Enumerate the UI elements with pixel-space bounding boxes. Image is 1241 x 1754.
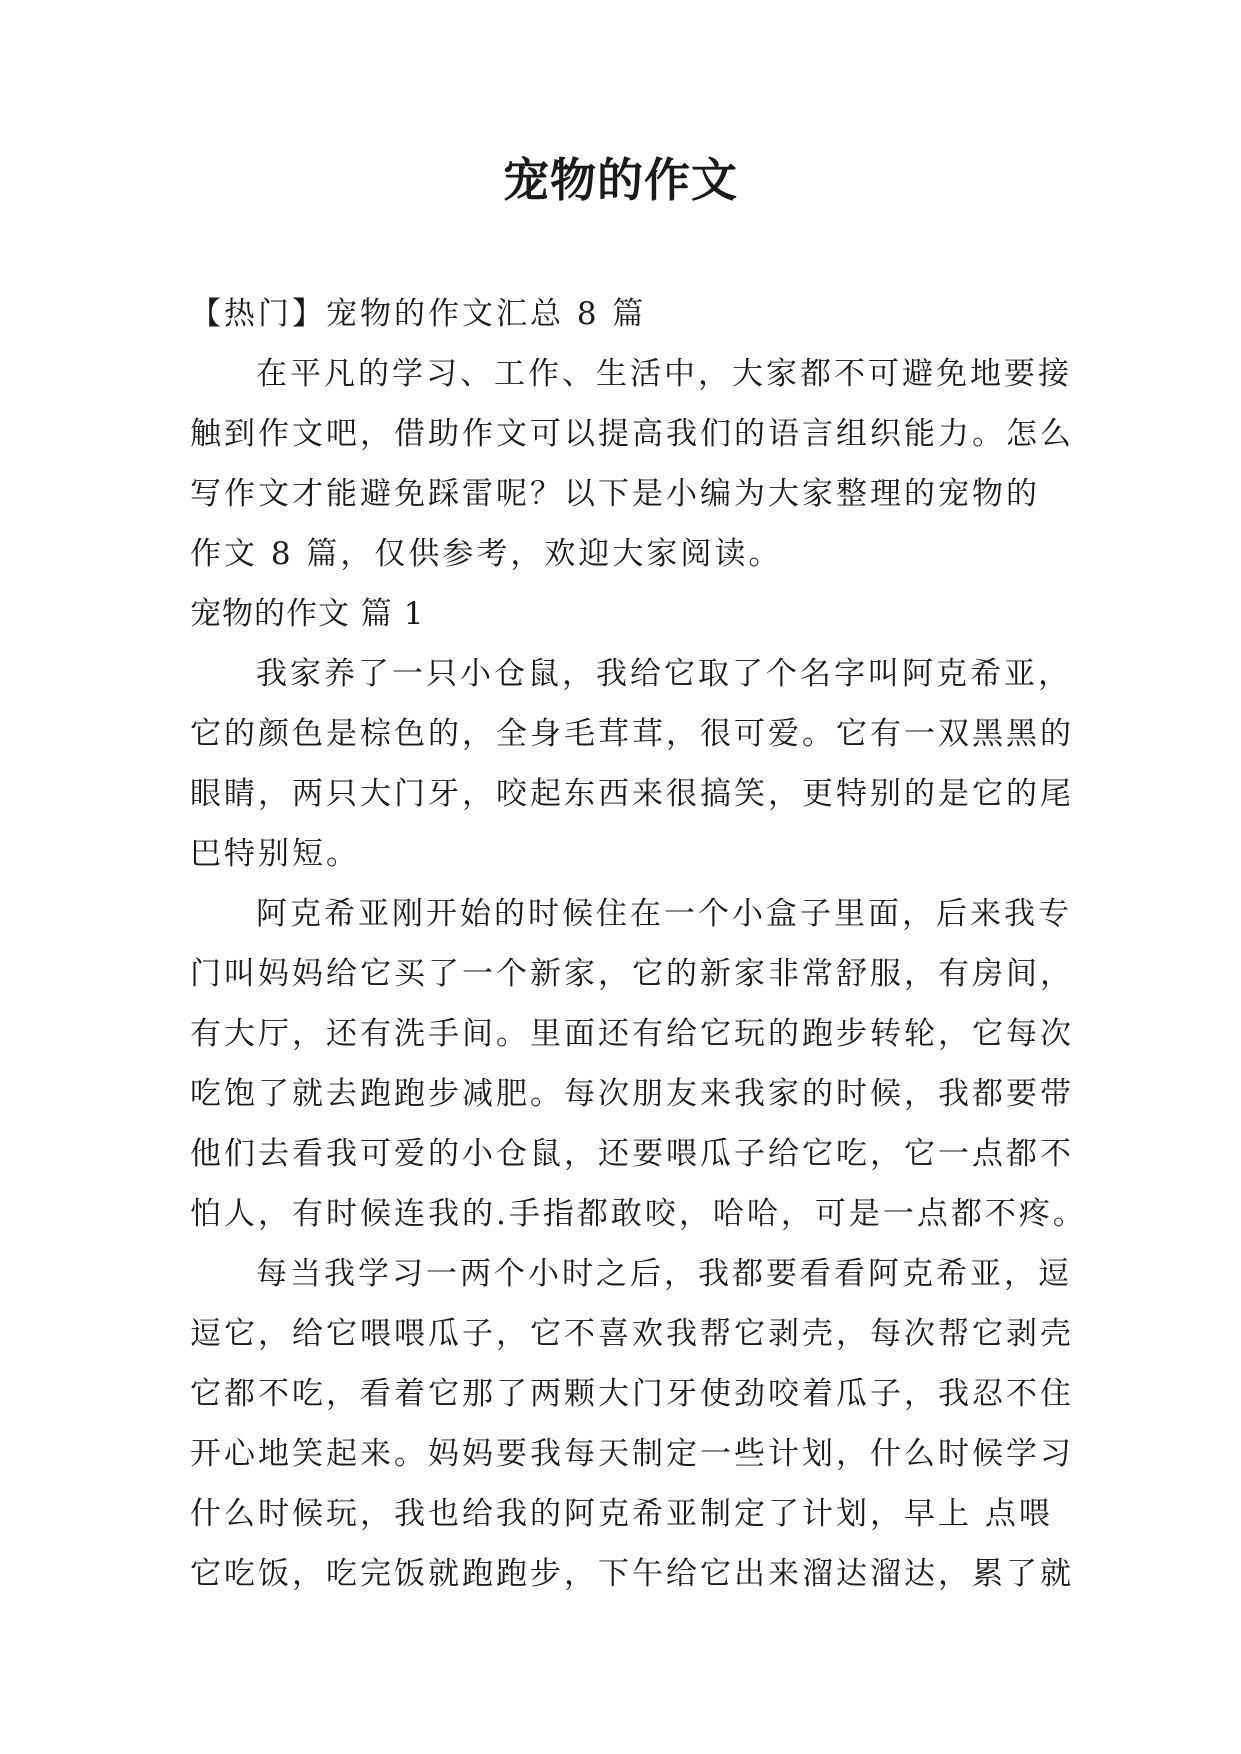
body-text-line: 门叫妈妈给它买了一个新家，它的新家非常舒服，有房间， [190, 956, 1074, 992]
body-text-line: 怕人，有时候连我的.手指都敢咬，哈哈，可是一点都不疼。 [190, 1196, 1087, 1232]
body-text-line: 每当我学习一两个小时之后，我都要看看阿克希亚，逗 [256, 1256, 1072, 1292]
body-text-line: 开心地笑起来。妈妈要我每天制定一些计划，什么时候学习 [190, 1436, 1074, 1472]
body-text-line: 在平凡的学习、工作、生活中，大家都不可避免地要接 [256, 356, 1072, 392]
body-text-line: 我家养了一只小仓鼠，我给它取了个名字叫阿克希亚， [256, 656, 1072, 692]
document-subtitle: 【热门】宠物的作文汇总 8 篇 [190, 296, 647, 332]
body-text-line: 它都不吃，看着它那了两颗大门牙使劲咬着瓜子，我忍不住 [190, 1376, 1074, 1412]
body-text-line: 他们去看我可爱的小仓鼠，还要喂瓜子给它吃，它一点都不 [190, 1136, 1074, 1172]
body-text-line: 有大厅，还有洗手间。里面还有给它玩的跑步转轮，它每次 [190, 1016, 1074, 1052]
body-text-line: 阿克希亚刚开始的时候住在一个小盒子里面，后来我专 [256, 896, 1072, 932]
body-text-line: 巴特别短。 [190, 836, 360, 872]
body-text-line: 作文 8 篇，仅供参考，欢迎大家阅读。 [190, 536, 783, 572]
body-text-line: 眼睛，两只大门牙，咬起东西来很搞笑，更特别的是它的尾 [190, 776, 1074, 812]
body-text-line: 它的颜色是棕色的，全身毛茸茸，很可爱。它有一双黑黑的 [190, 716, 1074, 752]
section-heading: 宠物的作文 篇 1 [190, 596, 425, 632]
body-text-line: 触到作文吧，借助作文可以提高我们的语言组织能力。怎么 [190, 416, 1074, 452]
document-title: 宠物的作文 [503, 153, 738, 207]
body-text-line: 写作文才能避免踩雷呢？以下是小编为大家整理的宠物的 [190, 476, 1040, 512]
body-text-line: 它吃饭，吃完饭就跑跑步，下午给它出来溜达溜达，累了就 [190, 1556, 1074, 1592]
body-text-line: 逗它，给它喂喂瓜子，它不喜欢我帮它剥壳，每次帮它剥壳 [190, 1316, 1074, 1352]
body-text-line: 吃饱了就去跑跑步减肥。每次朋友来我家的时候，我都要带 [190, 1076, 1074, 1112]
document-body [190, 284, 1087, 1604]
body-text-line: 什么时候玩，我也给我的阿克希亚制定了计划，早上 点喂 [190, 1496, 1053, 1532]
